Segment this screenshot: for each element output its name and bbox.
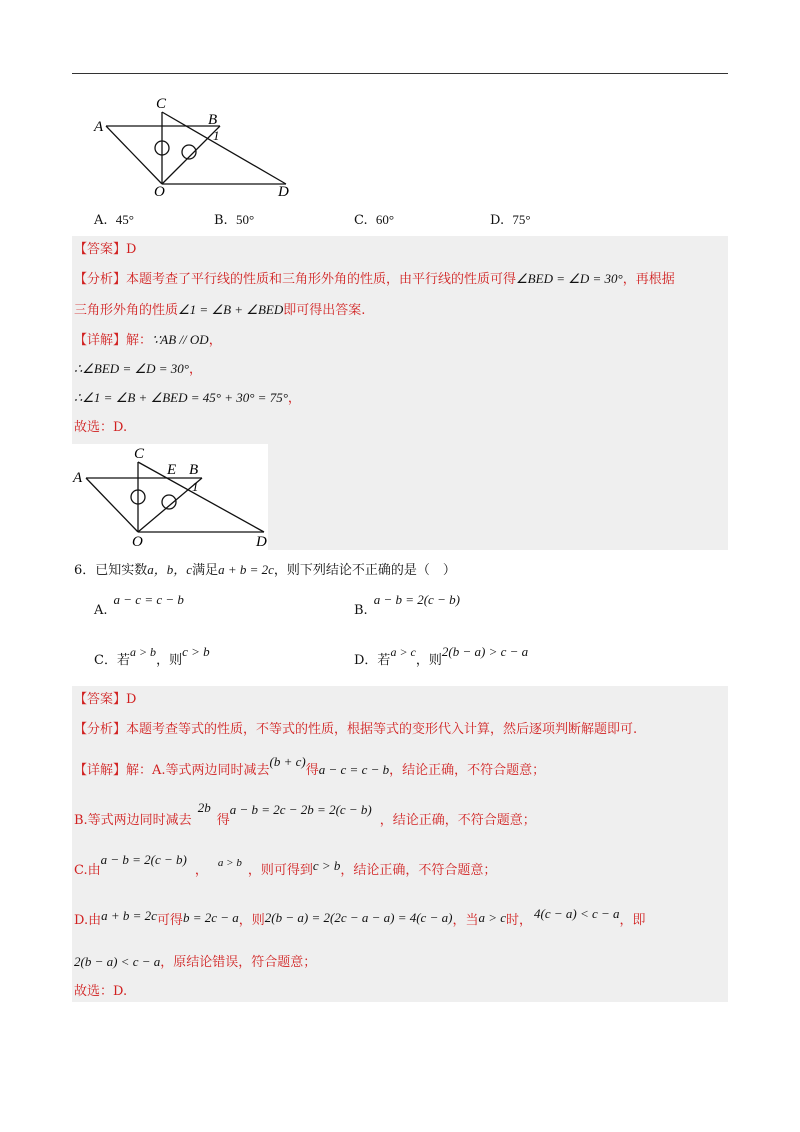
- q6-analysis: 【分析】本题考查等式的性质，不等式的性质，根据等式的变形代入计算，然后逐项判断解题即可.: [74, 722, 638, 737]
- q5-detail-line3: ∴∠1 = ∠B + ∠BED = 45° + 30° = 75°，: [74, 390, 301, 406]
- q6-option-d[interactable]: D．若a > c，则2(b − a) > c − a: [354, 644, 529, 668]
- label-A: A: [94, 119, 104, 135]
- label-1: 1: [213, 128, 220, 143]
- label2-E: E: [167, 462, 177, 478]
- q6-choose: 故选：D.: [74, 984, 128, 999]
- geometry-figure-2: [72, 444, 268, 550]
- header-rule: [72, 73, 728, 74]
- q5-choose: 故选：D.: [74, 420, 128, 435]
- q5-detail-line1: 【详解】解：∵AB // OD，: [74, 332, 222, 348]
- q6-option-a[interactable]: A.a − c = c − b: [94, 592, 184, 618]
- geometry-figure-1: [88, 92, 298, 204]
- q5-option-a[interactable]: A. 45°: [94, 212, 134, 228]
- q6-option-c[interactable]: C．若a > b，则c > b: [94, 644, 210, 668]
- q6-detail-b: B.等式两边同时减去2b得a − b = 2c − 2b = 2(c − b)，结论正确，不符合题意；: [74, 800, 536, 828]
- label2-C: C: [134, 446, 145, 462]
- q6-answer: 【答案】D: [74, 692, 137, 707]
- q6-stem: 6．已知实数a，b，c满足a + b = 2c，则下列结论不正确的是（ ）: [74, 562, 456, 578]
- q5-analysis-line2: 三角形外角的性质∠1 = ∠B + ∠BED即可得出答案.: [74, 302, 366, 318]
- q5-option-b[interactable]: B. 50°: [214, 212, 255, 228]
- label2-A: A: [73, 470, 83, 486]
- label2-1: 1: [192, 479, 199, 494]
- label2-B: B: [189, 462, 199, 478]
- label2-O: O: [132, 534, 143, 550]
- label-C: C: [156, 96, 167, 112]
- label-D: D: [278, 184, 289, 200]
- label-B: B: [208, 112, 218, 128]
- q5-option-d[interactable]: D. 75°: [490, 212, 531, 228]
- q6-detail-a: 【详解】解：A.等式两边同时减去(b + c)得a − c = c − b，结论正确，不符合题意；: [74, 754, 546, 778]
- figure-2-panel: [72, 444, 268, 550]
- q6-detail-d: D.由a + b = 2c可得b = 2c − a，则2(b − a) = 2(2c − a − a) = 4(c − a)，当a > c时， 4(c − a) < c − a，即: [74, 906, 646, 928]
- q6-option-b[interactable]: B.a − b = 2(c − b): [354, 592, 460, 618]
- q6-detail-e: 2(b − a) < c − a，原结论错误，符合题意；: [74, 954, 317, 970]
- label-O: O: [154, 184, 165, 200]
- q5-answer: 【答案】D: [74, 242, 137, 257]
- label2-D: D: [256, 534, 267, 550]
- q5-option-c[interactable]: C. 60°: [354, 212, 395, 228]
- q6-detail-c: C.由a − b = 2(c − b)， $^{a > b}$ ，则可得到c > b，结论正确，不符合题意；: [74, 852, 497, 878]
- q5-analysis-line1: 【分析】本题考查了平行线的性质和三角形外角的性质，由平行线的性质可得∠BED = ∠D = 30°，再根据: [74, 271, 675, 287]
- q5-detail-line2: ∴∠BED = ∠D = 30°，: [74, 361, 202, 377]
